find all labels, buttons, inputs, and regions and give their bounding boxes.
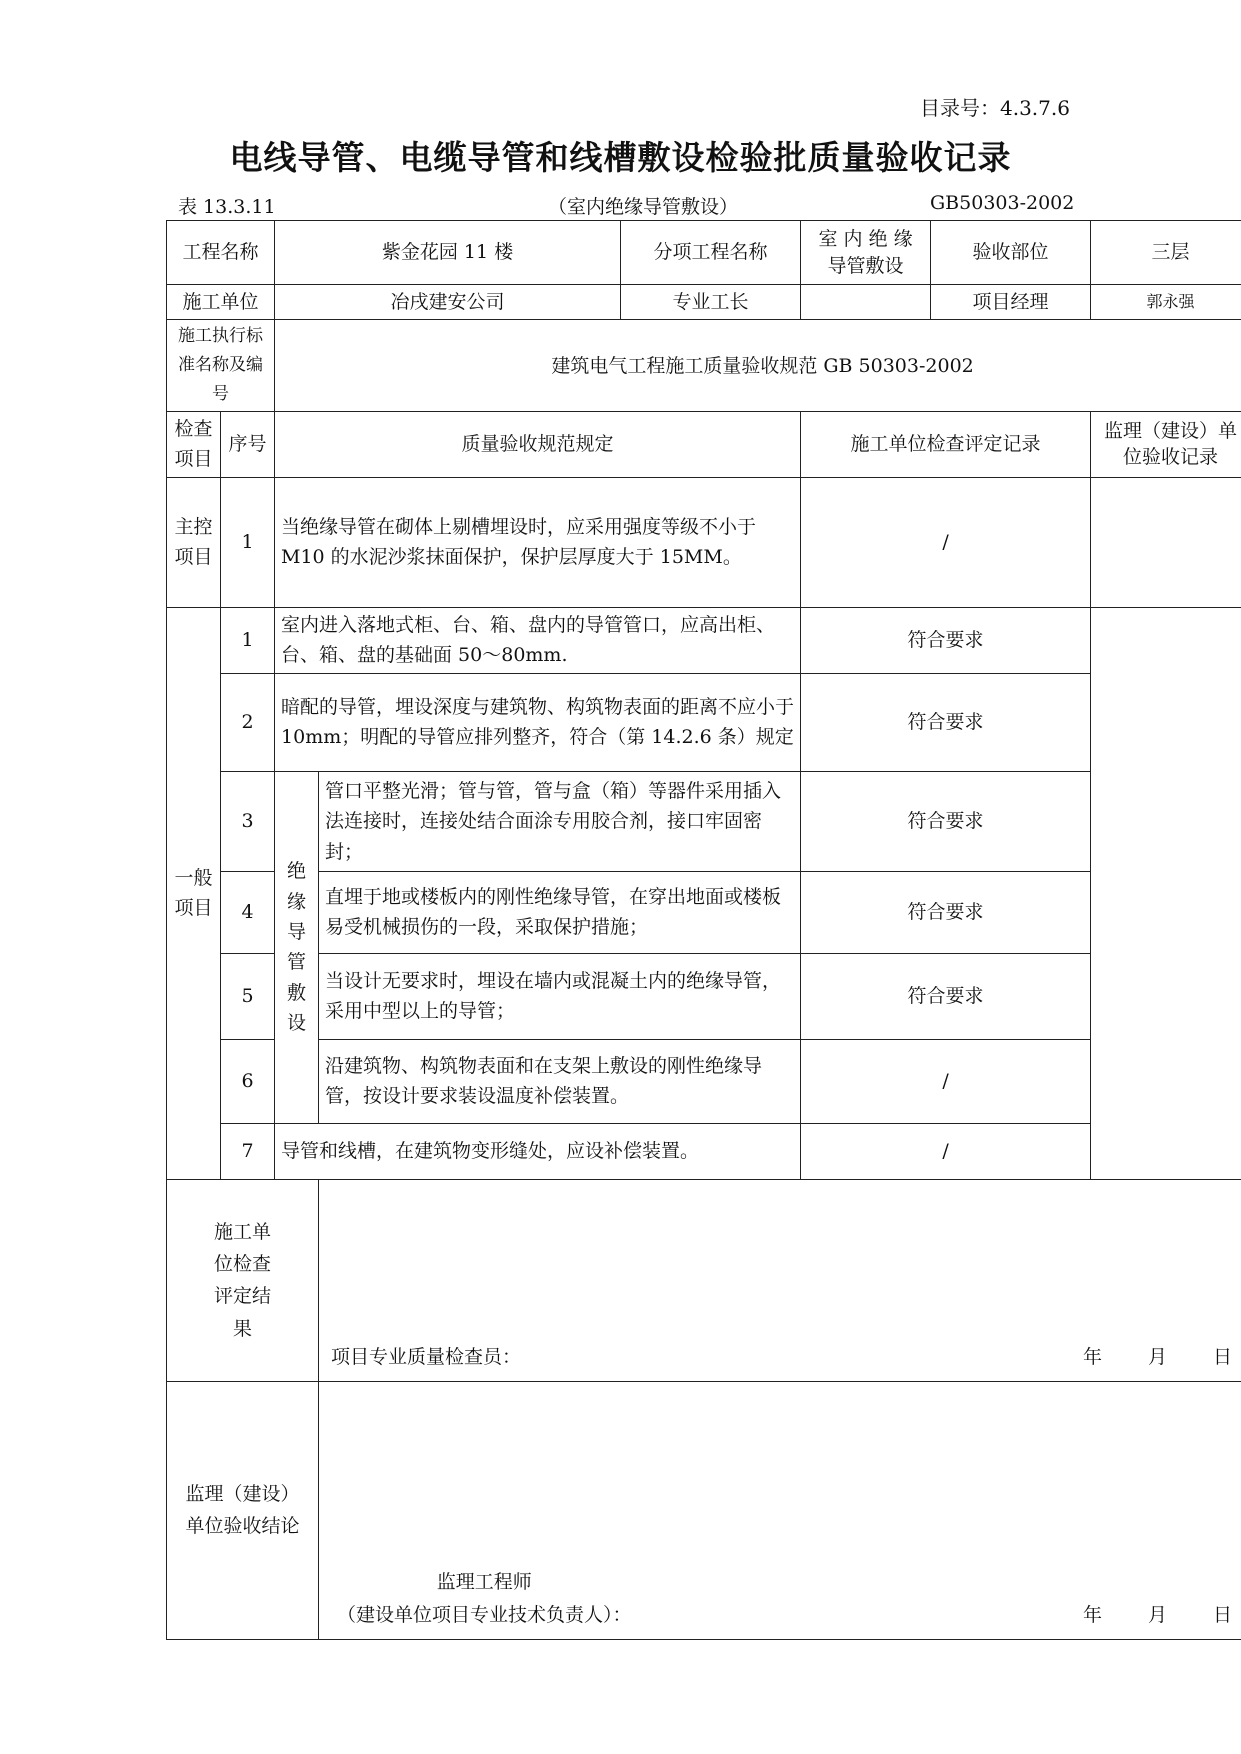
contractor: 冶戌建安公司 [275, 285, 621, 320]
page-title: 电线导管、电缆导管和线槽敷设检验批质量验收记录 [229, 138, 1012, 177]
col-supervisor-record: 监理（建设）单位验收记录 [1091, 412, 1241, 478]
acceptance-part-label: 验收部位 [931, 221, 1091, 285]
general-item-seq: 5 [221, 953, 275, 1039]
subproject-label: 分项工程名称 [621, 221, 801, 285]
general-item-requirement: 暗配的导管，埋设深度与建筑物、构筑物表面的距离不应小于 10mm；明配的导管应排列整齐，符合（第 14.2.6 条）规定 [275, 673, 801, 771]
supervisor-date: 年 月 日 [1082, 1604, 1233, 1627]
supervising-engineer-label: 监理工程师 [436, 1571, 532, 1594]
general-item-requirement: 直埋于地或楼板内的刚性绝缘导管，在穿出地面或楼板易受机械损伤的一段，采取保护措施； [319, 871, 801, 953]
general-items-label: 一般项目 [167, 607, 221, 1179]
general-item-requirement: 室内进入落地式柜、台、箱、盘内的导管管口，应高出柜、台、箱、盘的基础面 50～80mm. [275, 607, 801, 673]
main-item-seq: 1 [221, 477, 275, 607]
project-name-label: 工程名称 [167, 221, 275, 285]
col-contractor-record: 施工单位检查评定记录 [801, 412, 1091, 478]
insulated-conduit-group-label: 绝缘导管敷设 [275, 771, 319, 1123]
main-items-label: 主控项目 [167, 477, 221, 607]
foreman-label: 专业工长 [621, 285, 801, 320]
contractor-result-area [319, 1179, 1241, 1381]
general-item-requirement: 沿建筑物、构筑物表面和在支架上敷设的刚性绝缘导管，按设计要求装设温度补偿装置。 [319, 1039, 801, 1123]
supervisor-signature-block [337, 1566, 632, 1631]
general-item-requirement: 当设计无要求时，埋设在墙内或混凝土内的绝缘导管，采用中型以上的导管； [319, 953, 801, 1039]
supervisor-result-label: 监理（建设）单位验收结论 [167, 1381, 319, 1639]
general-item-record: 符合要求 [801, 871, 1091, 953]
general-item-requirement: 导管和线槽，在建筑物变形缝处，应设补偿装置。 [275, 1123, 801, 1179]
col-seq: 序号 [221, 412, 275, 478]
general-item-seq: 4 [221, 871, 275, 953]
subtitle: （室内绝缘导管敷设） [548, 196, 739, 218]
general-item-seq: 1 [221, 607, 275, 673]
col-requirement: 质量验收规范规定 [275, 412, 801, 478]
general-item-record: 符合要求 [801, 771, 1091, 871]
contractor-label: 施工单位 [167, 285, 275, 320]
general-item-record: / [801, 1039, 1091, 1123]
catalog-number: 目录号：4.3.7.6 [920, 96, 1070, 120]
quality-inspector-label: 项目专业质量检查员： [331, 1346, 522, 1369]
project-name: 紫金花园 11 楼 [275, 221, 621, 285]
acceptance-part: 三层 [1091, 221, 1241, 285]
owner-tech-lead-label: （建设单位项目专业技术负责人）： [337, 1603, 632, 1626]
inspection-form [166, 220, 1241, 1640]
standard-label: 施工执行标准名称及编号 [167, 320, 275, 412]
general-item-seq: 7 [221, 1123, 275, 1179]
main-item-supervisor-record [1091, 477, 1241, 607]
col-category: 检查项目 [167, 412, 221, 478]
general-item-seq: 3 [221, 771, 275, 871]
general-item-seq: 6 [221, 1039, 275, 1123]
standard: 建筑电气工程施工质量验收规范 GB 50303-2002 [275, 320, 1241, 412]
general-item-record: 符合要求 [801, 607, 1091, 673]
supervisor-result-area [319, 1381, 1241, 1639]
manager: 郭永强 [1091, 285, 1241, 320]
contractor-result-label: 施工单位检查评定结果 [167, 1179, 319, 1381]
general-item-record: 符合要求 [801, 953, 1091, 1039]
standard-code: GB50303-2002 [930, 192, 1075, 214]
general-items-supervisor-record [1091, 607, 1241, 1179]
contractor-date: 年 月 日 [1082, 1346, 1233, 1369]
general-item-record: / [801, 1123, 1091, 1179]
general-item-seq: 2 [221, 673, 275, 771]
manager-label: 项目经理 [931, 285, 1091, 320]
general-item-record: 符合要求 [801, 673, 1091, 771]
table-number: 表 13.3.11 [178, 196, 276, 218]
subproject: 室 内 绝 缘 导管敷设 [801, 221, 931, 285]
general-item-requirement: 管口平整光滑；管与管，管与盒（箱）等器件采用插入法连接时，连接处结合面涂专用胶合剂，接口牢固密封； [319, 771, 801, 871]
foreman [801, 285, 931, 320]
main-item-requirement: 当绝缘导管在砌体上剔槽埋设时，应采用强度等级不小于 M10 的水泥沙浆抹面保护，保护层厚度大于 15MM。 [275, 477, 801, 607]
main-item-record: / [801, 477, 1091, 607]
